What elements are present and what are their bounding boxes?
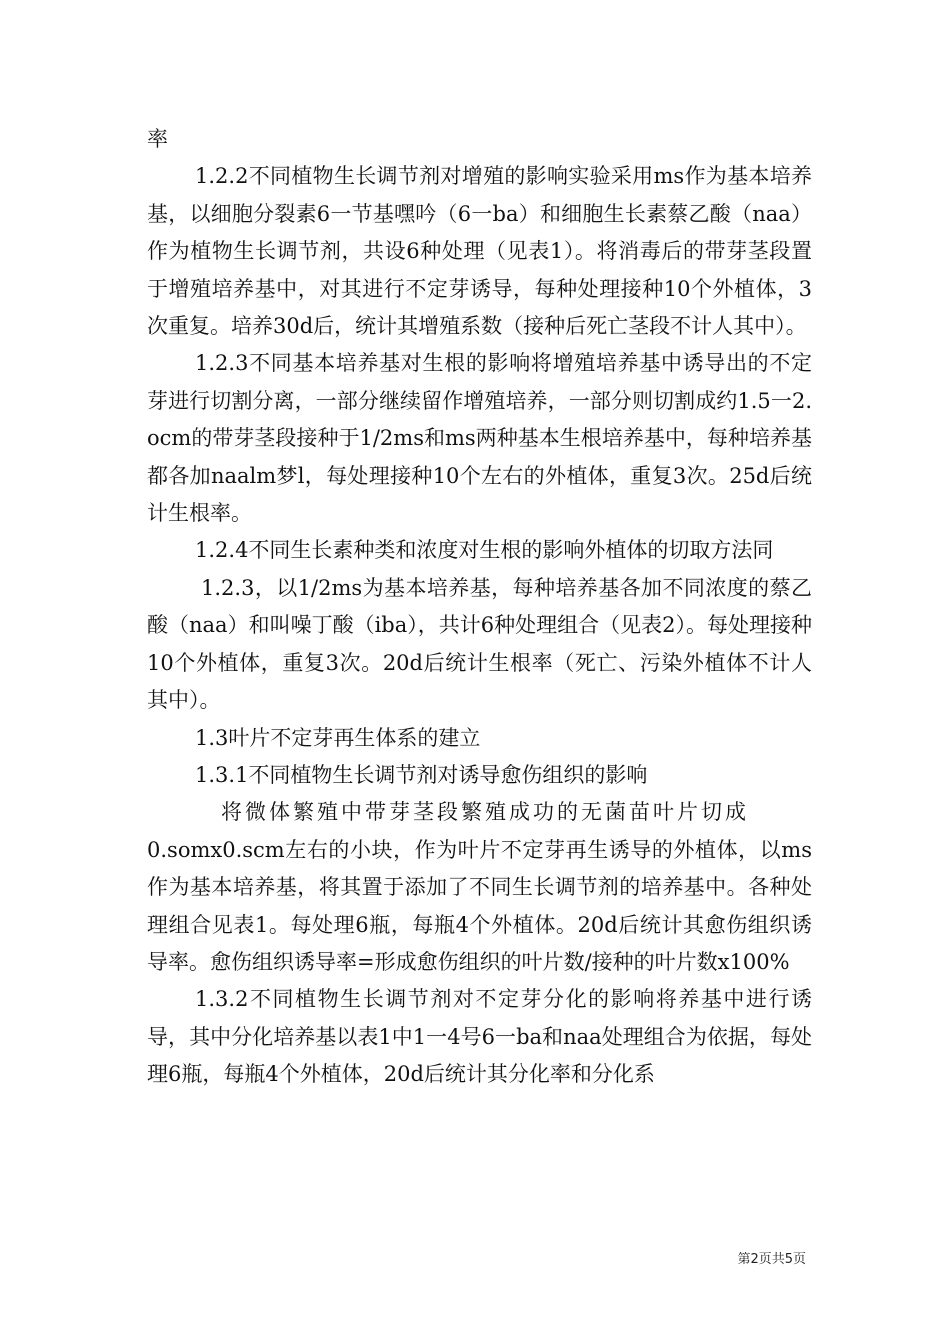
page-number-footer: 第2页共5页 — [737, 1252, 806, 1267]
paragraph-1-3-1-intro: 将微体繁殖中带芽茎段繁殖成功的无菌苗叶片切成 — [221, 800, 749, 825]
subsection-heading-1-3-1: 1.3.1不同植物生长调节剂对诱导愈伤组织的影响 — [195, 762, 648, 787]
paragraph-1-2-4-continued: 1.2.3，以1/2ms为基本培养基，每种培养基各加不同浓度的蔡乙酸（naa）和叫噪丁酸（iba），共计6种处理组合（见表2）。每处理接种10个外植体，重复3次。20d后统计生根率（死亡、污染外植体不计人其中）。 — [147, 575, 812, 713]
paragraph-1-3-2: 1.3.2不同植物生长调节剂对不定芽分化的影响将养基中进行诱导，其中分化培养基以表1中1一4号6一ba和naa处理组合为依据，每处理6瓶，每瓶4个外植体，20d后统计其分化率和分化系 — [147, 987, 812, 1087]
section-heading-1-3: 1.3叶片不定芽再生体系的建立 — [195, 725, 481, 750]
paragraph-1-2-2: 1.2.2不同植物生长调节剂对增殖的影响实验采用ms作为基本培养基，以细胞分裂素6一节基嘿吟（6一ba）和细胞生长素蔡乙酸（naa）作为植物生长调节剂，共设6种处理（见表1）。将消毒后的带芽茎段置于增殖培养基中，对其进行不定芽诱导，每种处理接种10个外植体，3次重复。培养30d后，统计其增殖系数（接种后死亡茎段不计人其中）。 — [147, 164, 812, 339]
paragraph-1-3-1-body: 0.somx0.scm左右的小块，作为叶片不定芽再生诱导的外植体，以ms作为基本培养基，将其置于添加了不同生长调节剂的培养基中。各种处理组合见表1。每处理6瓶，每瓶4个外植体。20d后统计其愈伤组织诱导率。愈伤组织诱导率=形成愈伤组织的叶片数/接种的叶片数x100% — [147, 837, 812, 974]
paragraph-continuation: 率 — [147, 127, 168, 151]
document-body — [147, 121, 812, 1094]
paragraph-1-2-3: 1.2.3不同基本培养基对生根的影响将增殖培养基中诱导出的不定芽进行切割分离，一部分继续留作增殖培养，一部分则切割成约1.5一2.ocm的带芽茎段接种于1/2ms和ms两种基本生根培养基中，每种培养基都各加naalm梦l，每处理接种10个左右的外植体，重复3次。25d后统计生根率。 — [147, 351, 812, 526]
paragraph-1-2-4: 1.2.4不同生长素种类和浓度对生根的影响外植体的切取方法同 — [195, 538, 774, 563]
